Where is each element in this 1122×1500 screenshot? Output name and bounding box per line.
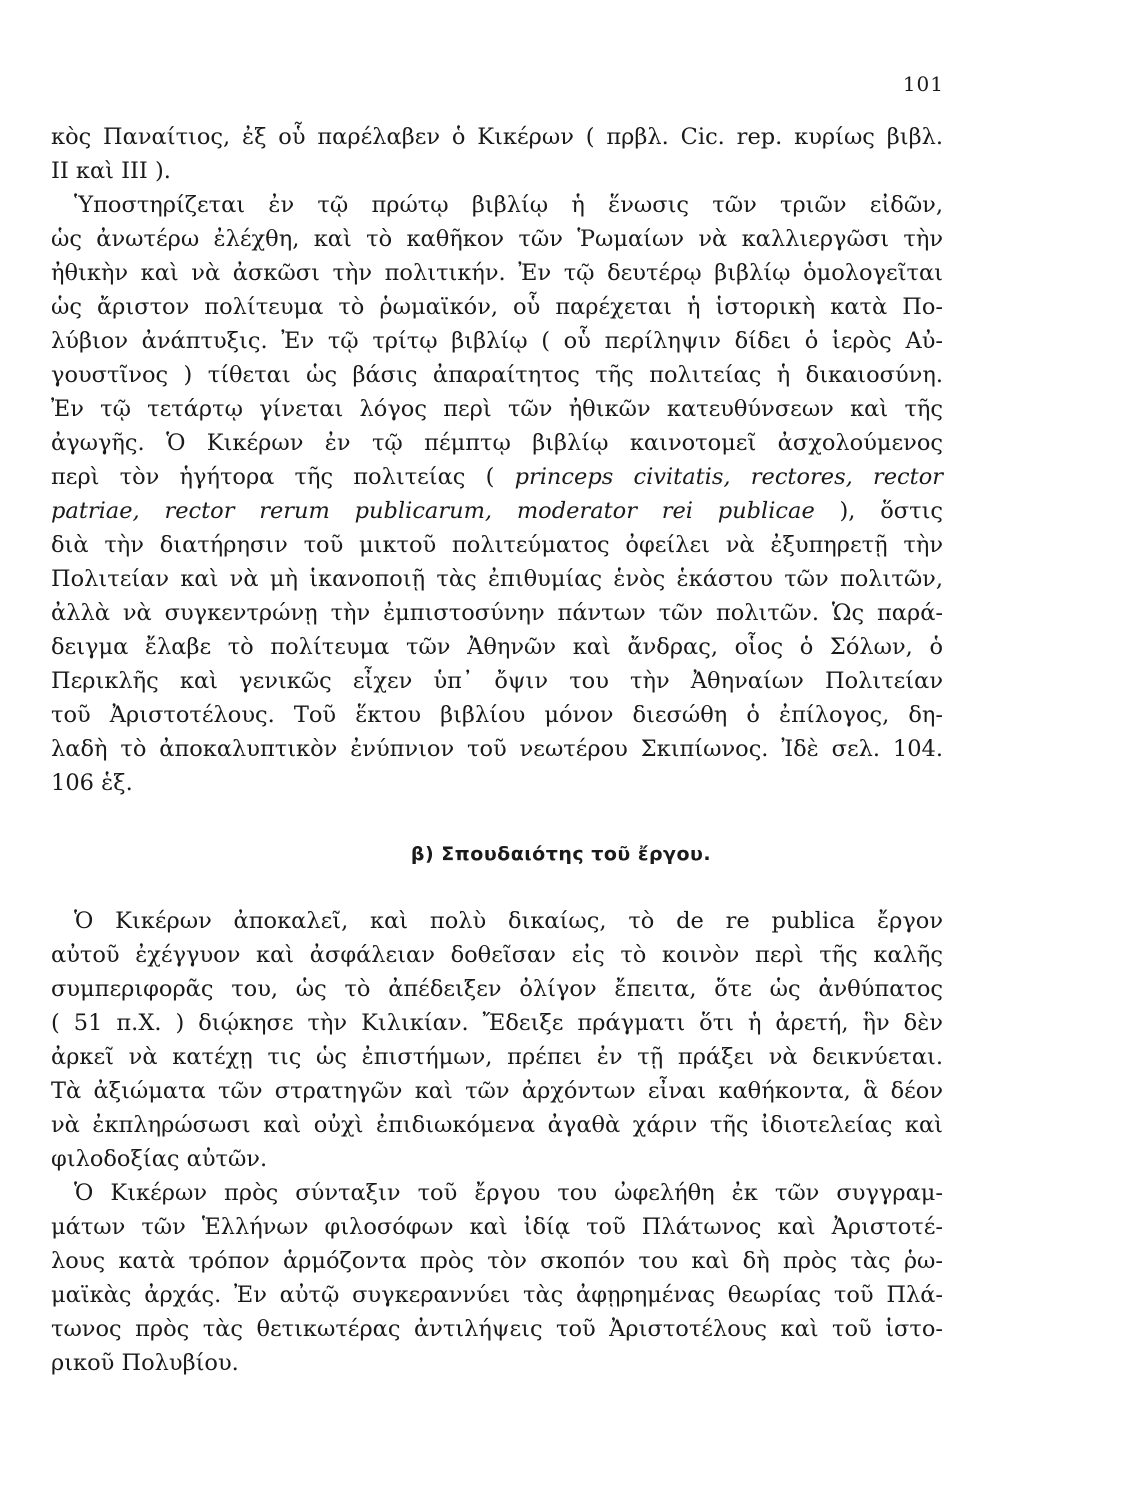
text-line: δειγμα ἔλαβε τὸ πολίτευμα τῶν Ἀθηνῶν καὶ ἄνδρας, οἷος ὁ Σόλων, ὁ: [51, 634, 943, 660]
text-line: ὡς ἄριστον πολίτευμα τὸ ῥωμαϊκόν, οὗ παρέχεται ἡ ἱστορικὴ κατὰ Πο-: [51, 294, 943, 320]
text-line: ἀρκεῖ νὰ κατέχῃ τις ὡς ἐπιστήμων, πρέπει ἐν τῇ πράξει νὰ δεικνύεται.: [51, 1044, 943, 1070]
text-line: Ἐν τῷ τετάρτῳ γίνεται λόγος περὶ τῶν ἠθικῶν κατευθύνσεων καὶ τῆς: [51, 396, 943, 422]
text-line: μάτων τῶν Ἑλλήνων φιλοσόφων καὶ ἰδίᾳ τοῦ Πλάτωνος καὶ Ἀριστοτέ-: [51, 1214, 943, 1240]
page-number: 101: [902, 72, 944, 96]
text-line: ὡς ἀνωτέρω ἐλέχθη, καὶ τὸ καθῆκον τῶν Ῥωμαίων νὰ καλλιεργῶσι τὴν: [51, 226, 943, 252]
text-line: ρικοῦ Πολυβίου.: [51, 1350, 239, 1376]
text-line: ( 51 π.Χ. ) διῴκησε τὴν Κιλικίαν. Ἔδειξε πράγματι ὅτι ἡ ἀρετή, ἣν δὲν: [51, 1010, 943, 1036]
text-line: τωνος πρὸς τὰς θετικωτέρας ἀντιλήψεις τοῦ Ἀριστοτέλους καὶ τοῦ ἱστο-: [51, 1316, 943, 1342]
text-line: τοῦ Ἀριστοτέλους. Τοῦ ἕκτου βιβλίου μόνον διεσώθη ὁ ἐπίλογος, δη-: [51, 702, 943, 728]
section-text-1: [51, 120, 943, 800]
text-line: Ὁ Κικέρων ἀποκαλεῖ, καὶ πολὺ δικαίως, τὸ de re publica ἔργον: [74, 908, 943, 934]
text-line: Τὰ ἀξιώματα τῶν στρατηγῶν καὶ τῶν ἀρχόντων εἶναι καθήκοντα, ἃ δέον: [51, 1078, 943, 1104]
text-line: 106 ἑξ.: [51, 770, 133, 796]
text-line: Πολιτείαν καὶ νὰ μὴ ἱκανοποιῇ τὰς ἐπιθυμίας ἑνὸς ἑκάστου τῶν πολιτῶν,: [51, 566, 943, 592]
text-line: κὸς Παναίτιος, ἐξ οὗ παρέλαβεν ὁ Κικέρων ( πρβλ. Cic. rep. κυρίως βιβλ.: [51, 124, 943, 150]
text-line: φιλοδοξίας αὐτῶν.: [51, 1146, 268, 1172]
text-line: λύβιον ἀνάπτυξις. Ἐν τῷ τρίτῳ βιβλίῳ ( οὗ περίληψιν δίδει ὁ ἱερὸς Αὐ-: [51, 328, 943, 354]
text-line: II καὶ III ).: [51, 158, 171, 184]
text-line: λαδὴ τὸ ἀποκαλυπτικὸν ἐνύπνιον τοῦ νεωτέρου Σκιπίωνος. Ἰδὲ σελ. 104.: [51, 736, 943, 762]
text-line-with-latin: [51, 494, 943, 528]
text-line: Ὁ Κικέρων πρὸς σύνταξιν τοῦ ἔργου του ὠφελήθη ἐκ τῶν συγγραμ-: [74, 1180, 943, 1206]
text-line: νὰ ἐκπληρώσωσι καὶ οὐχὶ ἐπιδιωκόμενα ἀγαθὰ χάριν τῆς ἰδιοτελείας καὶ: [51, 1112, 943, 1138]
text-line: γουστῖνος ) τίθεται ὡς βάσις ἀπαραίτητος τῆς πολιτείας ἡ δικαιοσύνη.: [51, 362, 943, 388]
text-segment: ), ὅστις: [814, 498, 943, 524]
text-line: αὐτοῦ ἐχέγγυον καὶ ἀσφάλειαν δοθεῖσαν εἰς τὸ κοινὸν περὶ τῆς καλῆς: [51, 942, 943, 968]
text-line: διὰ τὴν διατήρησιν τοῦ μικτοῦ πολιτεύματος ὀφείλει νὰ ἐξυπηρετῇ τὴν: [51, 532, 943, 558]
text-line: συμπεριφορᾶς του, ὡς τὸ ἀπέδειξεν ὀλίγον ἔπειτα, ὅτε ὡς ἀνθύπατος: [51, 976, 943, 1002]
text-line: λους κατὰ τρόπον ἁρμόζοντα πρὸς τὸν σκοπόν του καὶ δὴ πρὸς τὰς ῥω-: [51, 1248, 943, 1274]
text-line: ἀλλὰ νὰ συγκεντρώνῃ τὴν ἐμπιστοσύνην πάντων τῶν πολιτῶν. Ὡς παρά-: [51, 600, 943, 626]
section-heading: β) Σπουδαιότης τοῦ ἔργου.: [410, 843, 712, 865]
text-segment: περὶ τὸν ἡγήτορα τῆς πολιτείας (: [51, 464, 515, 490]
latin-term-italic: patriae, rector rerum publicarum, moderator rei publicae: [51, 498, 815, 524]
text-line: ἀγωγῆς. Ὁ Κικέρων ἐν τῷ πέμπτῳ βιβλίῳ καινοτομεῖ ἀσχολούμενος: [51, 430, 943, 456]
text-line: Περικλῆς καὶ γενικῶς εἶχεν ὑπ᾽ ὄψιν του τὴν Ἀθηναίων Πολιτείαν: [51, 668, 943, 694]
section-text-2: [51, 904, 943, 1380]
text-line: Ὑποστηρίζεται ἐν τῷ πρώτῳ βιβλίῳ ἡ ἕνωσις τῶν τριῶν εἰδῶν,: [74, 192, 943, 218]
text-line: ἠθικὴν καὶ νὰ ἀσκῶσι τὴν πολιτικήν. Ἐν τῷ δευτέρῳ βιβλίῳ ὁμολογεῖται: [51, 260, 943, 286]
text-line-with-latin: [51, 460, 943, 494]
latin-term-italic: princeps civitatis, rectores, rector: [514, 464, 943, 490]
text-line: μαϊκὰς ἀρχάς. Ἐν αὐτῷ συγκεραννύει τὰς ἀφῃρημένας θεωρίας τοῦ Πλά-: [51, 1282, 943, 1308]
